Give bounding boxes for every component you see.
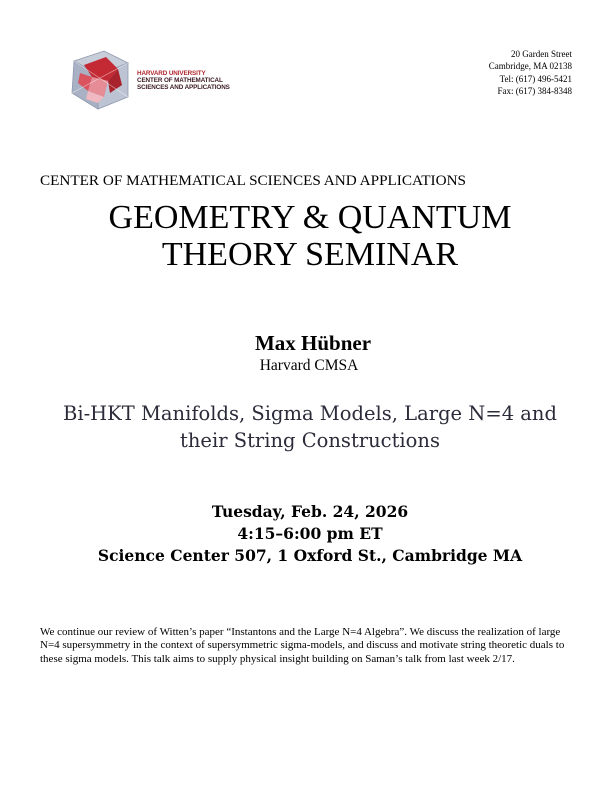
address-block bbox=[489, 48, 572, 97]
logo-text-sciences: SCIENCES AND APPLICATIONS bbox=[137, 84, 230, 91]
event-time: 4:15–6:00 pm ET bbox=[237, 524, 383, 543]
address-fax: Fax: (617) 384-8348 bbox=[497, 85, 572, 96]
seminar-title-line-1: GEOMETRY & QUANTUM bbox=[108, 199, 512, 236]
speaker-name: Max Hübner bbox=[254, 331, 372, 355]
talk-title-line-1: Bi-HKT Manifolds, Sigma Models, Large N=4 and bbox=[63, 402, 557, 425]
logo-text-harvard: HARVARD UNIVERSITY bbox=[137, 70, 206, 77]
center-name: CENTER OF MATHEMATICAL SCIENCES AND APPLICATIONS bbox=[40, 172, 466, 189]
talk-title bbox=[0, 400, 612, 454]
cmsa-cube-logo-icon bbox=[64, 47, 130, 111]
speaker-affiliation: Harvard CMSA bbox=[259, 357, 359, 374]
talk-title-line-2: their String Constructions bbox=[180, 429, 440, 452]
address-city: Cambridge, MA 02138 bbox=[488, 61, 572, 72]
seminar-title-line-2: THEORY SEMINAR bbox=[161, 236, 459, 273]
address-tel: Tel: (617) 496-5421 bbox=[499, 73, 572, 84]
address-street: 20 Garden Street bbox=[511, 49, 572, 59]
seminar-title bbox=[0, 199, 612, 273]
abstract-text: We continue our review of Witten’s paper “Instantons and the Large N=4 Algebra”. We discuss the realization of large N=4 supersymmetry in the context of supersymmetric sigma-models, and discuss and motivate string theoretic duals to these sigma models. This talk aims to supply physical insight building on Saman’s talk from last week 2/17. bbox=[40, 626, 565, 665]
event-location: Science Center 507, 1 Oxford St., Cambridge MA bbox=[97, 546, 523, 565]
event-date: Tuesday, Feb. 24, 2026 bbox=[211, 502, 409, 521]
logo-text-center: CENTER OF MATHEMATICAL bbox=[137, 77, 223, 84]
cmsa-logo bbox=[64, 47, 230, 111]
